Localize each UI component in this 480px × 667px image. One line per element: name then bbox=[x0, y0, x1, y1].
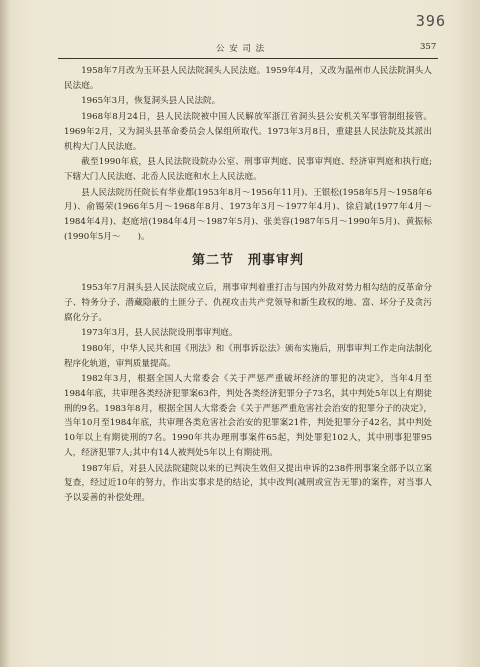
paragraph: 1987年后，对县人民法院建院以来的已判决生效但又提出申诉的238件刑事案全部予以立案复查，经过近10年的努力，作出实事求是的结论，其中改判(减刑或宣告无罪)的案件，对当事人予以妥善的补偿处理。 bbox=[64, 463, 432, 503]
page-number: 357 bbox=[420, 42, 437, 52]
folio-stamp: 396 bbox=[415, 12, 446, 30]
page-content bbox=[64, 64, 432, 507]
paragraph: 截至1990年底，县人民法院设院办公室、刑事审判庭、民事审判庭、经济审判庭和执行庭;下辖大门人民法庭、北岙人民法庭和水上人民法庭。 bbox=[64, 157, 432, 182]
spine-shadow bbox=[0, 0, 10, 667]
paragraph: 县人民法院历任院长有华业都(1953年8月～1956年11月)、王银松(1958年5月～1958年6月)、俞锡荣(1966年5月～1968年8月、1973年3月～1977年4月)、徐启斌(1977年4月～1984年4月)、赵庭培(1984年4月～1987年5月)、张美容(1987年5月～1990年5月)、黄振标(1990年5月～ )。 bbox=[64, 187, 432, 242]
running-head bbox=[0, 42, 480, 56]
section-title: 第二节 刑事审判 bbox=[191, 253, 304, 269]
paragraph: 1965年3月，恢复洞头县人民法院。 bbox=[81, 96, 221, 107]
paragraph: 1958年7月改为玉环县人民法院洞头人民法庭。1959年4月，又改为温州市人民法院洞头人民法庭。 bbox=[64, 66, 432, 91]
paragraph: 1973年3月，县人民法院设刑事审判庭。 bbox=[81, 328, 238, 339]
paragraph: 1982年3月，根据全国人大常委会《关于严惩严重破坏经济的罪犯的决定》，当年4月至1984年底，共审理各类经济犯罪案63件，判处各类经济犯罪分子73名，其中判处5年以上有期徒刑的9名。1983年8月，根据全国人大常委会《关于严惩严重危害社会治安的犯罪分子的决定》，当年10月至1984年底，共审理各类危害社会治安的犯罪案21件，判处犯罪分子42名，其中判处10年以上有期徒刑的7名。1990年共办理刑事案件65起，判处罪犯102人，其中刑事犯罪95人，经济犯罪7人;其中有14人被判处5年以上有期徒刑。 bbox=[64, 374, 432, 458]
running-title: 公 安 司 法 bbox=[216, 44, 266, 54]
paragraph: 1968年8月24日，县人民法院被中国人民解放军浙江省洞头县公安机关军事管制组接管。1969年2月，又为洞头县革命委员会人保组所取代。1973年3月8日，重建县人民法院及其派出机构大门人民法庭。 bbox=[64, 112, 432, 152]
paragraph: 1953年7月洞头县人民法院成立后，刑事审判着重打击与国内外敌对势力相勾结的反革命分子、特务分子、潜藏隐蔽的土匪分子、仇视攻击共产党领导和新生政权的地、富、坏分子及贪污腐化分子。 bbox=[64, 283, 432, 323]
paragraph: 1980年，中华人民共和国《刑法》和《刑事诉讼法》颁布实施后，刑事审判工作走向法制化程序化轨道，审判质量提高。 bbox=[64, 343, 432, 369]
header-rule bbox=[58, 58, 438, 59]
